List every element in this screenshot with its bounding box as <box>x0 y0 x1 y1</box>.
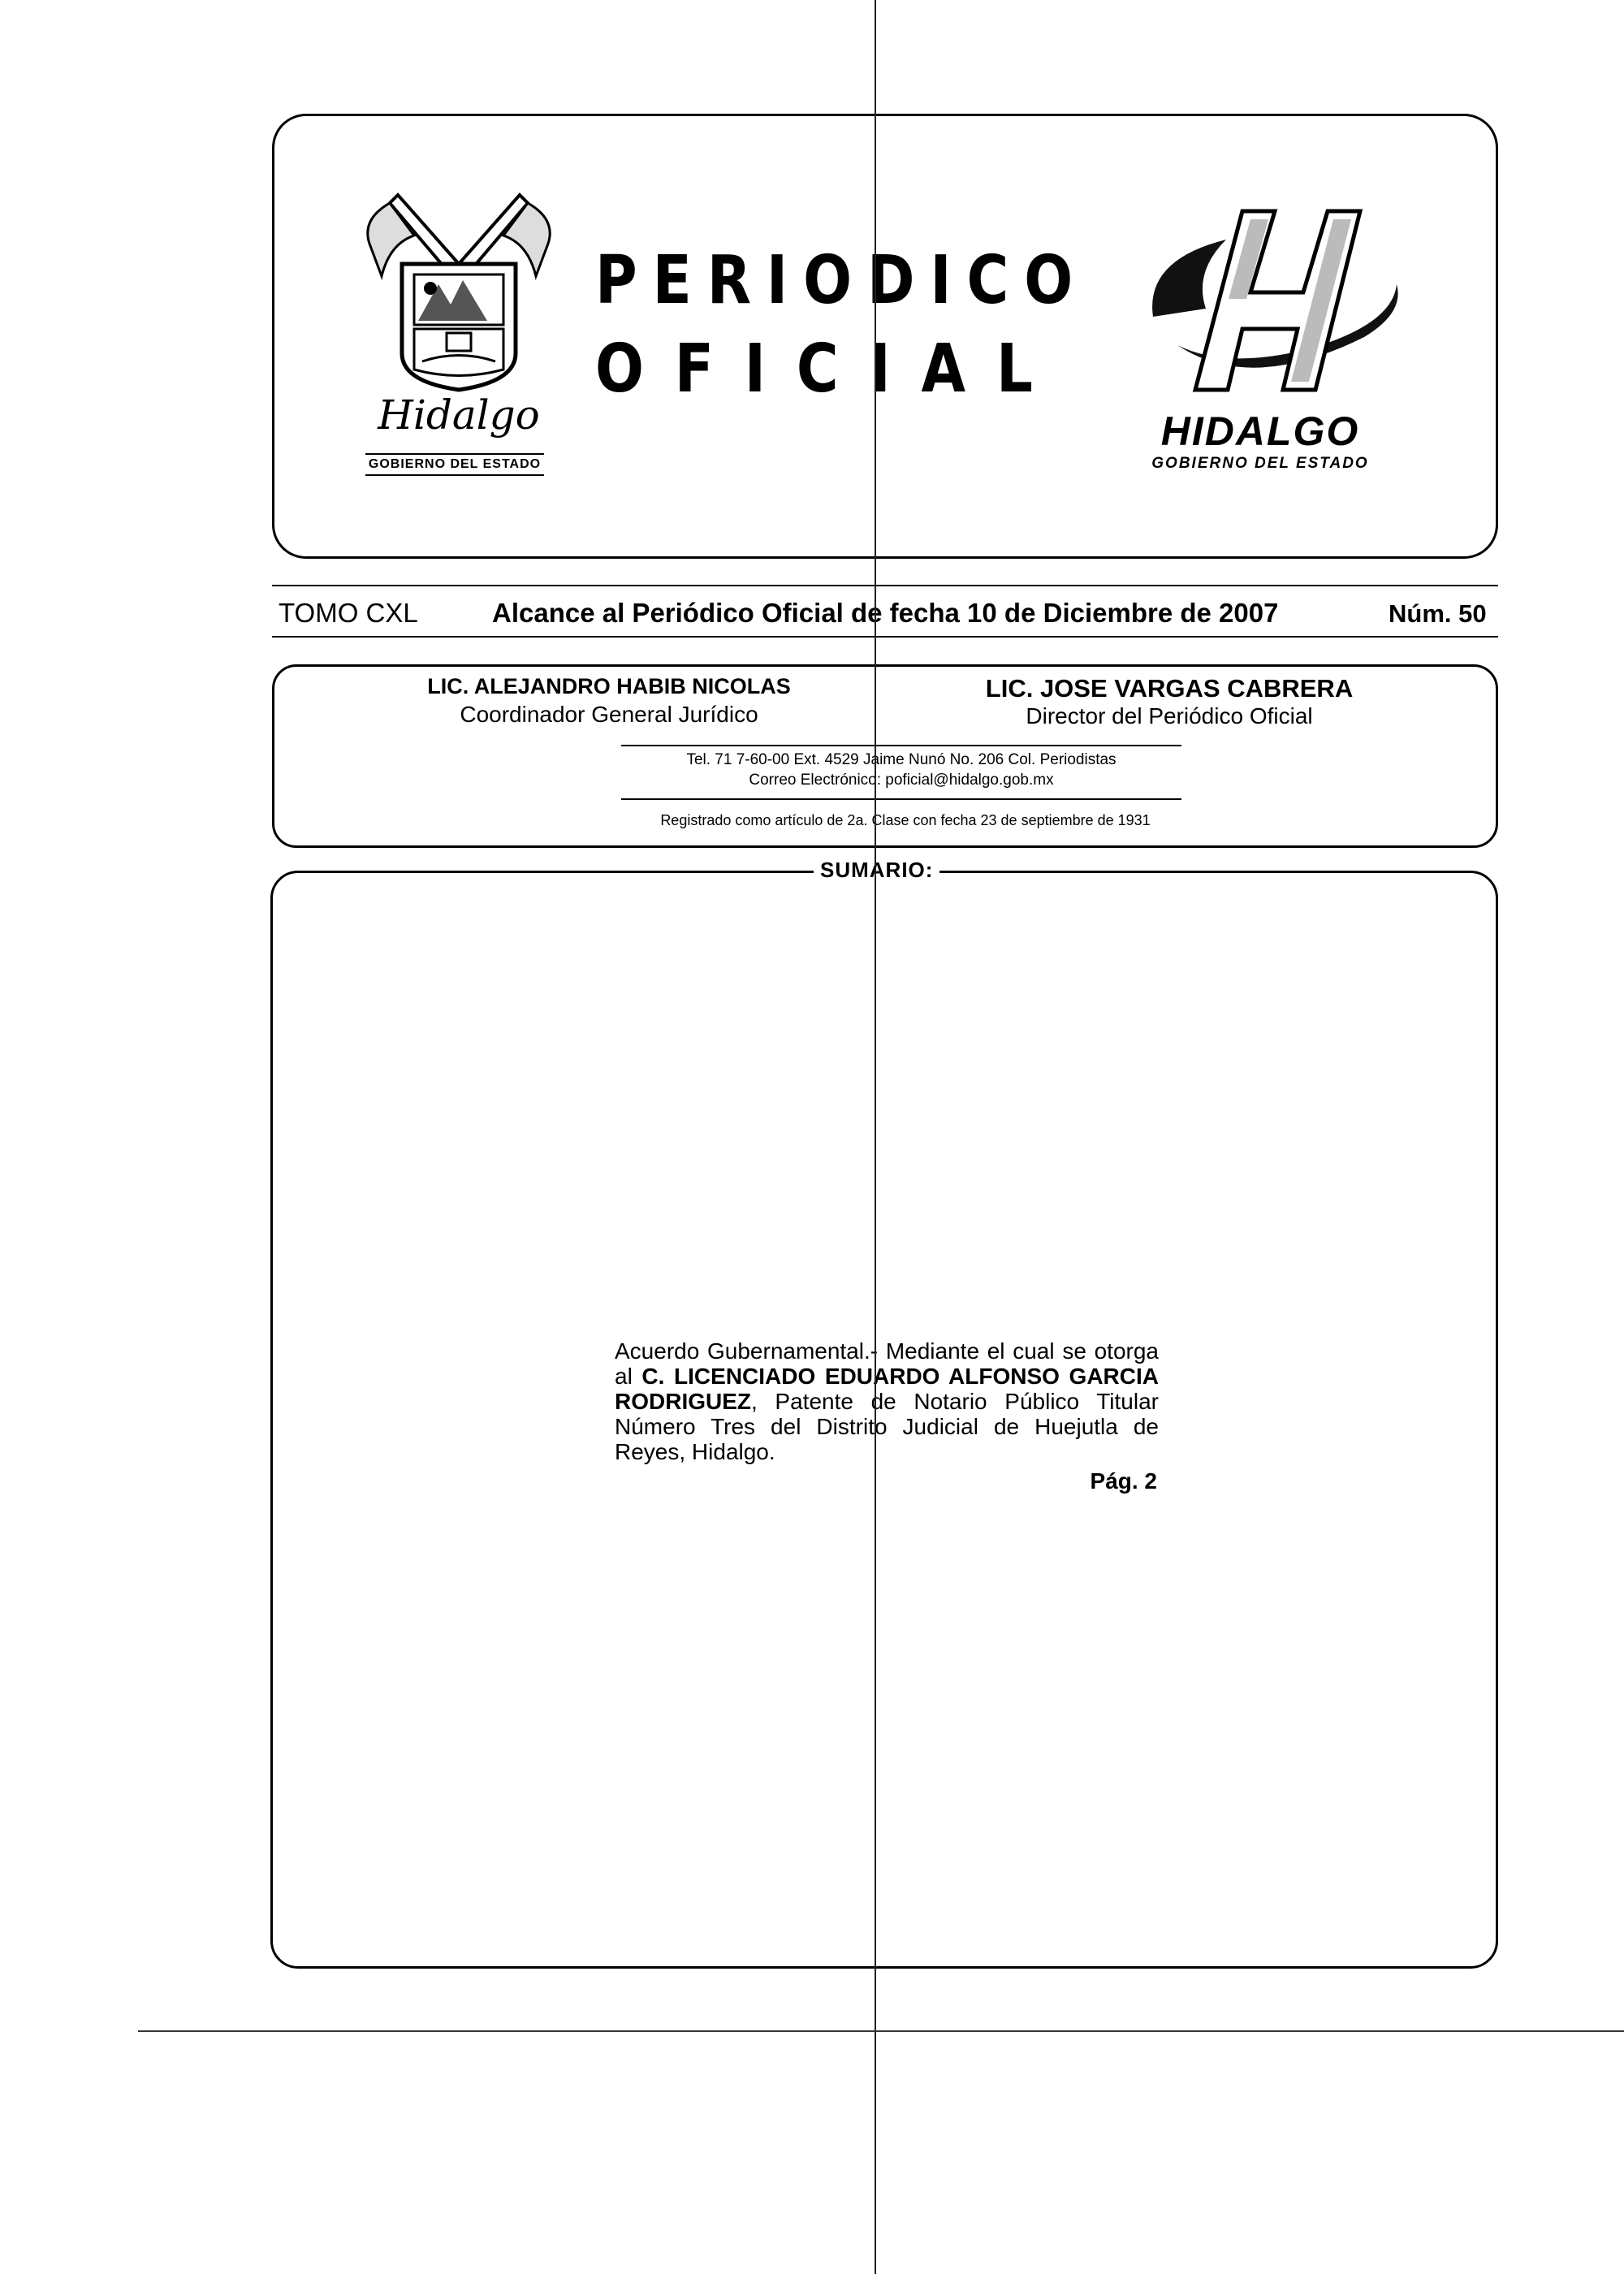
issue-number: Núm. 50 <box>1389 599 1487 628</box>
contact-email: Correo Electrónico: poficial@hidalgo.gob.mx <box>749 772 1054 789</box>
logo-government-label: GOBIERNO DEL ESTADO <box>1151 455 1369 472</box>
seal-rule-top <box>365 453 544 455</box>
seal-rule-bottom <box>365 474 544 476</box>
issue-rule-top <box>272 585 1498 586</box>
logo-brand-text: HIDALGO <box>1160 409 1360 454</box>
tomo-label: TOMO CXL <box>279 598 418 628</box>
contact-rule-bottom <box>621 798 1181 800</box>
scan-edge-line <box>138 2030 1624 2032</box>
issue-date-line: Alcance al Periódico Oficial de fecha 10 de Diciembre de 2007 <box>492 598 1279 628</box>
official-2-role: Director del Periódico Oficial <box>1026 703 1313 728</box>
masthead-title-line-2: OFICIAL <box>595 331 1064 408</box>
seal-script-text: Hidalgo <box>378 391 540 439</box>
seal-government-label: GOBIERNO DEL ESTADO <box>368 457 542 471</box>
contact-rule-top <box>621 745 1181 746</box>
scan-fold-line <box>875 0 876 2274</box>
summary-entry-bold-name: C. LICENCIADO EDUARDO ALFONSO GARCIA RODRIGUEZ <box>615 1364 1159 1414</box>
official-2-name: LIC. JOSE VARGAS CABRERA <box>985 674 1354 703</box>
registration-note: Registrado como artículo de 2a. Clase con fecha 23 de septiembre de 1931 <box>660 812 1151 828</box>
contact-phone-address: Tel. 71 7-60-00 Ext. 4529 Jaime Nunó No. 206 Col. Periodistas <box>686 751 1116 768</box>
hidalgo-h-logo-icon <box>1129 195 1421 410</box>
summary-entry <box>615 1338 1159 1464</box>
summary-entry-page: Pág. 2 <box>1090 1468 1157 1494</box>
official-1-role: Coordinador General Jurídico <box>460 702 758 727</box>
state-coat-of-arms-icon <box>357 187 560 439</box>
masthead-title-line-1: PERIODICO <box>595 242 1089 319</box>
summary-heading: SUMARIO: <box>814 858 939 883</box>
summary-entry-rest: , Patente de Notario Público Titular Número Tres del Distrito Judicial de Huejutla de Reyes, Hidalgo. <box>615 1389 1159 1464</box>
official-1-name: LIC. ALEJANDRO HABIB NICOLAS <box>427 674 791 698</box>
summary-entry-intro: Acuerdo Gubernamental.- Mediante el cual se otorga al <box>615 1338 1159 1389</box>
issue-rule-bottom <box>272 636 1498 638</box>
